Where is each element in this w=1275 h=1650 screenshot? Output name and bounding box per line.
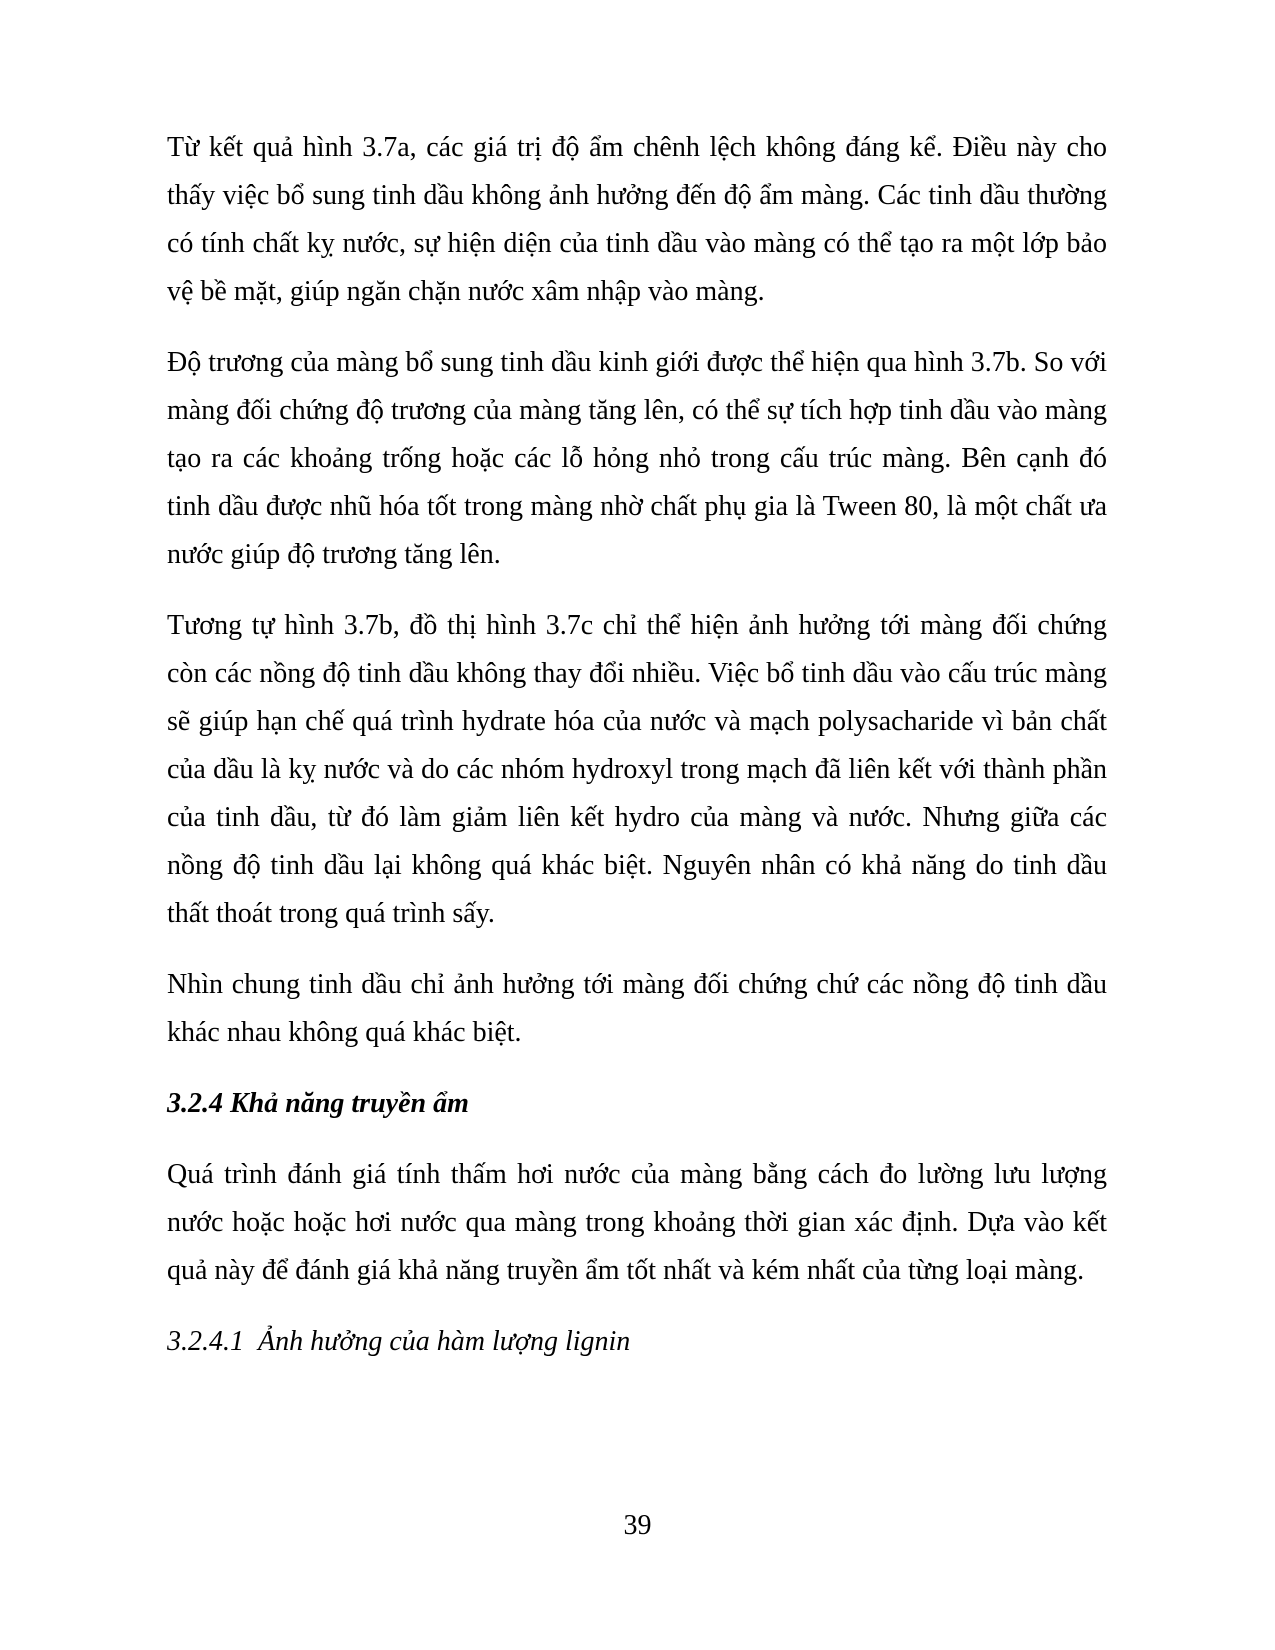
body-paragraph: Từ kết quả hình 3.7a, các giá trị độ ẩm chênh lệch không đáng kể. Điều này cho thấy việc bổ sung tinh dầu không ảnh hưởng đến độ ẩm màng. Các tinh dầu thường có tính chất kỵ nước, sự hiện diện của tinh dầu vào màng có thể tạo ra một lớp bảo vệ bề mặt, giúp ngăn chặn nước xâm nhập vào màng. [167,132,1107,307]
body-paragraph: Độ trương của màng bổ sung tinh dầu kinh giới được thể hiện qua hình 3.7b. So với màng đối chứng độ trương của màng tăng lên, có thể sự tích hợp tinh dầu vào màng tạo ra các khoảng trống hoặc các lỗ hỏng nhỏ trong cấu trúc màng. Bên cạnh đó tinh dầu được nhũ hóa tốt trong màng nhờ chất phụ gia là Tween 80, là một chất ưa nước giúp độ trương tăng lên. [167,347,1107,570]
body-paragraph: Quá trình đánh giá tính thấm hơi nước của màng bằng cách đo lường lưu lượng nước hoặc hoặc hơi nước qua màng trong khoảng thời gian xác định. Dựa vào kết quả này để đánh giá khả năng truyền ẩm tốt nhất và kém nhất của từng loại màng. [167,1159,1107,1286]
page-number: 39 [623,1510,652,1541]
page-body [167,124,1107,1389]
body-paragraph: Tương tự hình 3.7b, đồ thị hình 3.7c chỉ thể hiện ảnh hưởng tới màng đối chứng còn các nồng độ tinh dầu không thay đổi nhiều. Việc bổ tinh dầu vào cấu trúc màng sẽ giúp hạn chế quá trình hydrate hóa của nước và mạch polysacharide vì bản chất của dầu là kỵ nước và do các nhóm hydroxyl trong mạch đã liên kết với thành phần của tinh dầu, từ đó làm giảm liên kết hydro của màng và nước. Nhưng giữa các nồng độ tinh dầu lại không quá khác biệt. Nguyên nhân có khả năng do tinh dầu thất thoát trong quá trình sấy. [167,610,1107,929]
subsection-heading-3-2-4-1: 3.2.4.1 Ảnh hưởng của hàm lượng lignin [167,1326,631,1357]
section-heading-3-2-4: 3.2.4 Khả năng truyền ẩm [167,1088,469,1119]
body-paragraph: Nhìn chung tinh dầu chỉ ảnh hưởng tới màng đối chứng chứ các nồng độ tinh dầu khác nhau không quá khác biệt. [167,969,1107,1048]
